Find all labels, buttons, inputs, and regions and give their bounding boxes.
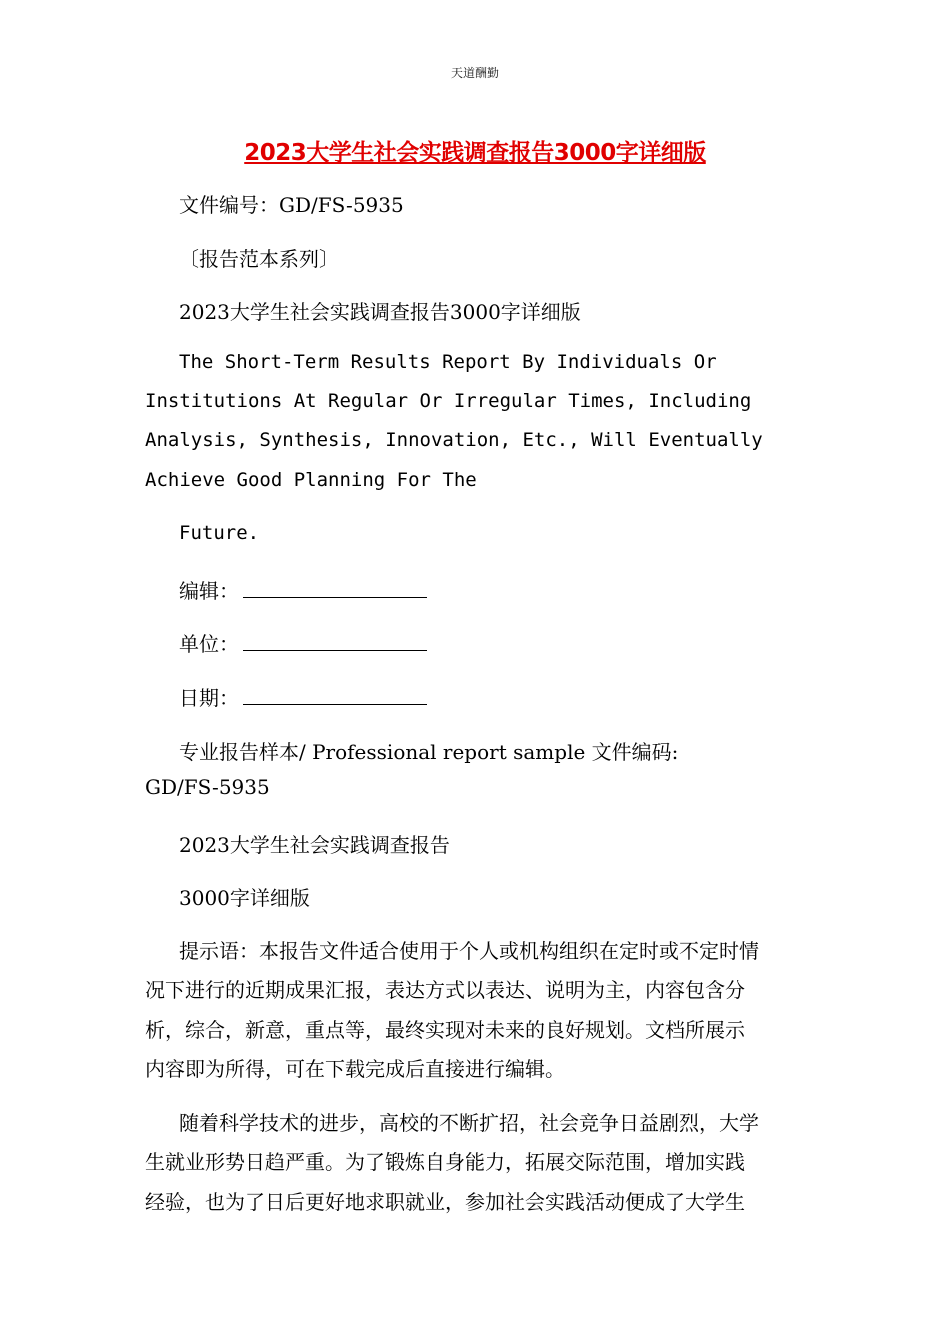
editor-label: 编辑： [179,579,239,603]
english-line: Achieve Good Planning For The [145,469,477,491]
document-title: 2023大学生社会实践调查报告3000字详细版 [244,140,706,166]
file-number: 文件编号：GD/FS-5935 [179,193,404,217]
sample-line: 专业报告样本/ Professional report sample 文件编码: [179,740,679,764]
tip-line: 析，综合，新意，重点等，最终实现对未来的良好规划。文档所展示 [145,1018,745,1042]
english-line: Analysis, Synthesis, Innovation, Etc., Will Eventually [145,429,763,451]
unit-label: 单位： [179,632,239,656]
editor-blank [243,579,427,598]
date-label: 日期： [179,686,239,710]
report-subtitle: 3000字详细版 [179,886,310,910]
english-line: The Short-Term Results Report By Individuals Or [179,351,717,373]
english-line: Future. [179,522,260,544]
body-line: 随着科学技术的进步，高校的不断扩招，社会竞争日益剧烈，大学 [179,1111,759,1135]
body-line: 生就业形势日趋严重。为了锻炼自身能力，拓展交际范围，增加实践 [145,1150,745,1174]
tip-line: 况下进行的近期成果汇报，表达方式以表达、说明为主，内容包含分 [145,978,745,1002]
date-blank [243,686,427,705]
unit-blank [243,632,427,651]
english-line: Institutions At Regular Or Irregular Times, Including [145,390,752,412]
series-label: 〔报告范本系列〕 [179,247,339,271]
page-header: 天道酬勤 [450,66,499,80]
tip-line: 内容即为所得，可在下载完成后直接进行编辑。 [145,1057,565,1081]
subtitle: 2023大学生社会实践调查报告3000字详细版 [179,300,581,324]
body-line: 经验，也为了日后更好地求职就业，参加社会实践活动便成了大学生 [145,1190,745,1214]
sample-code: GD/FS-5935 [145,775,270,799]
date-field [179,682,427,711]
tip-line: 提示语：本报告文件适合使用于个人或机构组织在定时或不定时情 [179,939,759,963]
report-title: 2023大学生社会实践调查报告 [179,833,450,857]
editor-field [179,575,427,604]
unit-field [179,628,427,657]
